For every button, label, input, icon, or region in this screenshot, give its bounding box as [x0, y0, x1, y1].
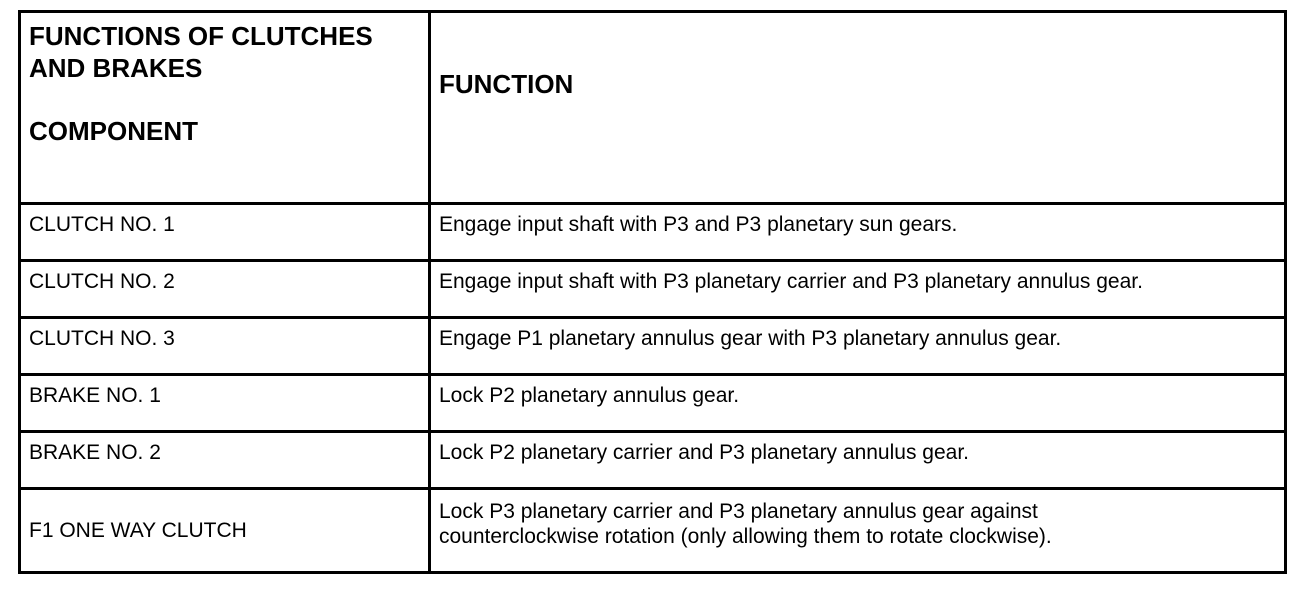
table-title-line-1: FUNCTIONS OF CLUTCHES	[29, 21, 373, 51]
header-component-cell	[20, 12, 430, 204]
function-cell	[430, 204, 1286, 261]
function-cell	[430, 375, 1286, 432]
component-cell: BRAKE NO. 2	[20, 432, 430, 489]
function-text-line-2: counterclockwise rotation (only allowing them to rotate clockwise).	[439, 524, 1052, 548]
function-text: Engage P1 planetary annulus gear with P3 planetary annulus gear.	[439, 327, 1062, 350]
function-cell	[430, 432, 1286, 489]
function-column-header: FUNCTION	[439, 69, 574, 99]
table-row	[20, 318, 1286, 375]
clutch-brake-functions-table	[18, 10, 1287, 574]
function-text: Lock P2 planetary annulus gear.	[439, 384, 740, 407]
header-function-cell	[430, 12, 1286, 204]
function-text: Engage input shaft with P3 planetary carrier and P3 planetary annulus gear.	[439, 270, 1143, 293]
table-row	[20, 261, 1286, 318]
component-cell: CLUTCH NO. 2	[20, 261, 430, 318]
component-cell: CLUTCH NO. 1	[20, 204, 430, 261]
component-cell: F1 ONE WAY CLUTCH	[20, 489, 430, 573]
component-column-header: COMPONENT	[29, 116, 198, 146]
function-text: Lock P2 planetary carrier and P3 planetary annulus gear.	[439, 441, 969, 464]
table-row	[20, 489, 1286, 573]
table-row	[20, 432, 1286, 489]
table-row	[20, 204, 1286, 261]
function-cell	[430, 318, 1286, 375]
component-cell: BRAKE NO. 1	[20, 375, 430, 432]
table-header-row	[20, 12, 1286, 204]
function-text: Engage input shaft with P3 and P3 planetary sun gears.	[439, 213, 958, 236]
function-cell	[430, 489, 1286, 573]
function-cell	[430, 261, 1286, 318]
table-row	[20, 375, 1286, 432]
table-title-line-2: AND BRAKES	[29, 53, 203, 83]
component-cell: CLUTCH NO. 3	[20, 318, 430, 375]
function-text-line-1: Lock P3 planetary carrier and P3 planetary annulus gear against	[439, 499, 1038, 523]
